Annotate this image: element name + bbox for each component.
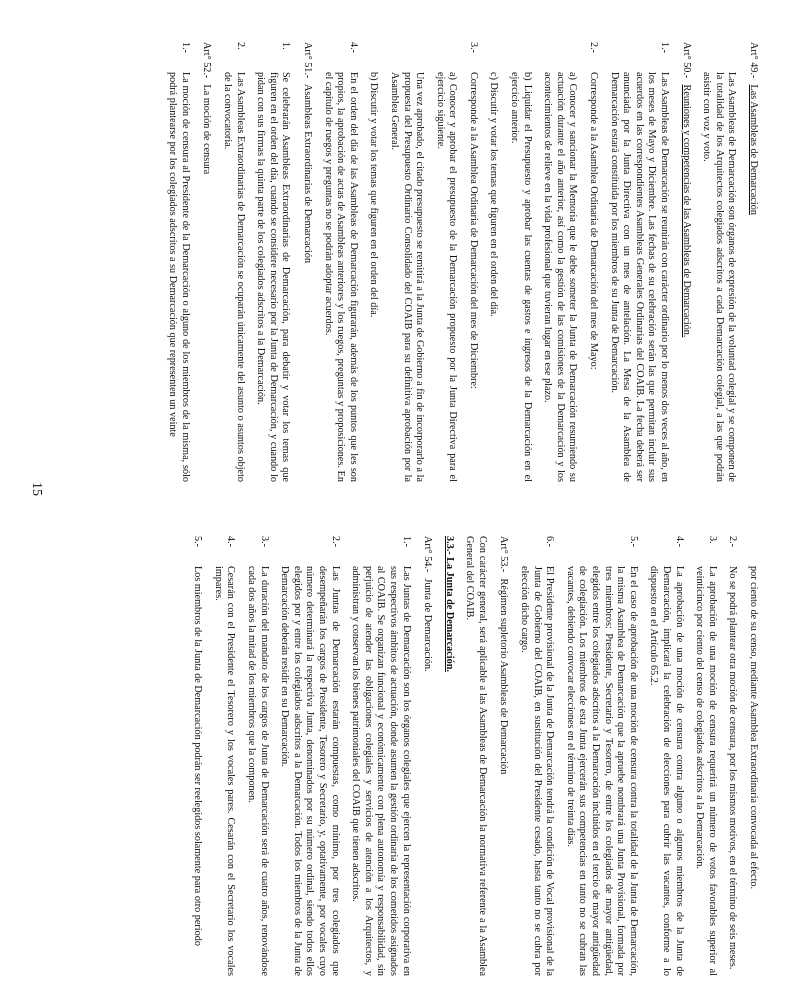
- article-heading: Art° 54.- Junta de Demarcación.: [422, 536, 434, 672]
- list-item: 1.- Las Juntas de Demarcación son los órganos colegiales que ejercen la representación corporativa en sus respectivos ámbitos de actuación, donde asumen la gestión ordinaria de los cometidos asignados al COAIB. Se organizan funcional y económicamente con plena autonomía y responsabilidad, sin perjuicio de atender las obligaciones colegiales y servicios de atención a los Arquitectos, y administran y conservan los bienes patrimoniales del COAIB que tienen adscritos.: [350, 536, 412, 976]
- article-heading: Art° 53.- Régimen supletorio Asambleas de Demarcación: [498, 536, 510, 775]
- list-item: 3.- Corresponde a la Asamblea Ordinaria de Demarcación del mes de Diciembre:: [467, 42, 479, 389]
- sub-item: Una vez aprobado, el citado presupuesto se remitirá a la Junta de Gobierno a fin de incorporarlo a la propuesta del Presupuesto Ordinario Consolidado del COAIB para su definitiva aprobación por la Asamblea General.: [388, 72, 426, 482]
- list-item: 5.- Los miembros de la Junta de Demarcación podrán ser reelegidos solamente para otro período: [192, 536, 204, 946]
- article-title: Las Asambleas de Demarcación: [748, 84, 759, 215]
- sub-item: b) Discutir y votar los temas que figuren en el orden del día.: [368, 72, 380, 318]
- list-item: 5.- En el caso de aprobación de una moción de censura contra la totalidad de la Junta de Demarcación, la misma Asamblea de Demarcación que la apruebe nombrará una Junta Provisional, formada por tres miembros: Presidente, Secretario y Tesorero, de entre los colegiados de mayor antigüedad, elegidos entre los colegiados adscritos a la Demarcación incluidos en el tercio de mayor antigüedad de colegiación. Los miembros de esta Junta ejercerán sus competencias en tanto no se cubran las vacantes, debiendo convocar elecciones en el término de treinta días.: [564, 536, 639, 976]
- list-item: 2.- No se podrá plantear otra moción de censura, por los mismos motivos, en el término de seis meses.: [727, 536, 739, 970]
- sub-item: c) Discutir y votar los temas que figuren en el orden del día.: [488, 72, 500, 317]
- list-item: 3.- La duración del mandato de los cargos de Junta de Demarcación será de cuatro años, renovándose cada dos años la mitad de los miembros que la componen.: [246, 536, 270, 976]
- sub-item: a) Conocer y aprobar el presupuesto de la Demarcación propuesto por la Junta Directiva para el ejercicio siguiente.: [434, 72, 459, 482]
- list-item: 4.- Cesarán con el Presidente el Tesorero y los vocales pares. Cesarán con el Secretario los vocales impares.: [212, 536, 237, 976]
- article-title: Junta de Demarcación.: [422, 578, 434, 672]
- list-item: 2. Las Asambleas Extraordinarias de Demarcación se ocuparán únicamente del asunto o asuntos objeto de la convocatoria.: [222, 42, 246, 482]
- article-heading: Art° 49.- Las Asambleas de Demarcación: [748, 42, 759, 215]
- list-item: 4.- En el orden del día de las Asambleas de Demarcación figurarán, además de los puntos que les son propios, la aprobación de actas de Asambleas anteriores y los ruegos, preguntas y proposiciones. En el capítulo de ruegos y preguntas no se podrán adoptar acuerdos.: [322, 42, 359, 482]
- article-heading: Art° 52.- La moción de censura: [201, 42, 213, 175]
- paragraph: Con carácter general, será aplicable a las Asambleas de Demarcación la normativa referente a la Asamblea General del COAIB.: [464, 536, 488, 976]
- article-heading: Art° 51.- Asambleas Extraordinarias de Demarcación: [301, 42, 313, 264]
- article-title: La moción de censura: [201, 84, 213, 175]
- sub-item: a) Conocer y sancionar la Memoria que le debe someter la Junta de Demarcación resumiendo su actuación durante el año anterior, así como la gestión de las comisiones de la Demarcación y los acontecimientos de relieve en la vida profesional que tuvieran lugar en ese plazo.: [542, 72, 579, 482]
- right-column: [183, 536, 759, 976]
- page-number: 15: [29, 482, 44, 496]
- section-heading: 3.3.- La Junta de Demarcación.: [443, 536, 455, 672]
- list-item: 6.- El Presidente provisional de la Junta de Demarcación tendrá la condición de Vocal provisional de la Junta de Gobierno del COAIB, en sustitución del Presidente cesado, hasta tanto no se cubra por elección dicho cargo.: [519, 536, 556, 976]
- article-heading: Art° 50.- Reuniones y competencias de las Asambleas de Demarcación.: [680, 42, 692, 338]
- sub-item: b) Liquidar el Presupuesto y aprobar las cuentas de gastos e ingresos de la Demarcación en el ejercicio anterior.: [509, 72, 533, 482]
- left-column: [158, 42, 759, 482]
- list-item: 2.- Las Juntas de Demarcación estarán compuestas, como mínimo, por tres colegiados que desempeñarán los cargos de Presidente, Tesorero y Secretario, y, optativamente, por vocales cuyo número determinará la respectiva Junta, denominados por su número ordinal, siendo todos ellos elegidos por y entre los colegiados adscritos a la Demarcación. Todos los miembros de la Junta de Demarcación deberán residir en su Demarcación.: [279, 536, 341, 976]
- list-item: 1. Se celebrarán Asambleas Extraordinarias de Demarcación, para debatir y votar los temas que figuren en el orden del día, cuando se considere necesario por la Junta de Demarcación, y cuando lo pidan con sus firmas la quinta parte de los colegiados adscritos a la Demarcación.: [255, 42, 292, 482]
- article-title: Régimen supletorio Asambleas de Demarcación: [498, 578, 510, 775]
- paragraph: por ciento de su censo, mediante Asamblea Extraordinaria convocada al efecto.: [748, 566, 759, 890]
- list-item: 2.- Corresponde a la Asamblea Ordinaria de Demarcación del mes de Mayo:: [588, 42, 600, 370]
- list-item: 4.- La aprobación de una moción de censura contra alguno o algunos miembros de la Junta de Demarcación, implicará la celebración de elecciones para cubrir las vacantes, conforme a lo dispuesto en el Artículo 65.2.: [648, 536, 685, 976]
- article-title: Reuniones y competencias de las Asambleas de Demarcación.: [680, 84, 692, 338]
- paragraph: Las Asambleas de Demarcación son órganos de expresión de la voluntad colegial y se componen de la totalidad de los Arquitectos colegiados adscritos a cada Demarcación colegial, a las que podrán asistir con voz y voto.: [701, 72, 738, 482]
- list-item: 3. La aprobación de una moción de censura requerirá un número de votos favorables superior al veinticinco por ciento del censo de colegiados adscritos a la Demarcación.: [694, 536, 718, 976]
- article-title: Asambleas Extraordinarias de Demarcación: [301, 83, 313, 264]
- list-item: 1.- Las Asambleas de Demarcación se reunirán con carácter ordinario por lo menos dos veces al año, en los meses de Mayo y Diciembre. Las fechas de su celebración serán las que permitan incluir sus acuerdos en las correspondientes Asambleas Generales Ordinarias del COAIB. La fecha deberá ser anunciada por la Junta Directiva con un mes de antelación. La Mesa de la Asamblea de Demarcación estará constituida por los miembros de su Junta de Demarcación.: [608, 42, 671, 482]
- list-item: 1.- La moción de censura al Presidente de la Demarcación o alguno de los miembros de la misma, sólo podrá plantearse por los colegiados adscritos a su Demarcación que representen un veinte: [167, 42, 191, 482]
